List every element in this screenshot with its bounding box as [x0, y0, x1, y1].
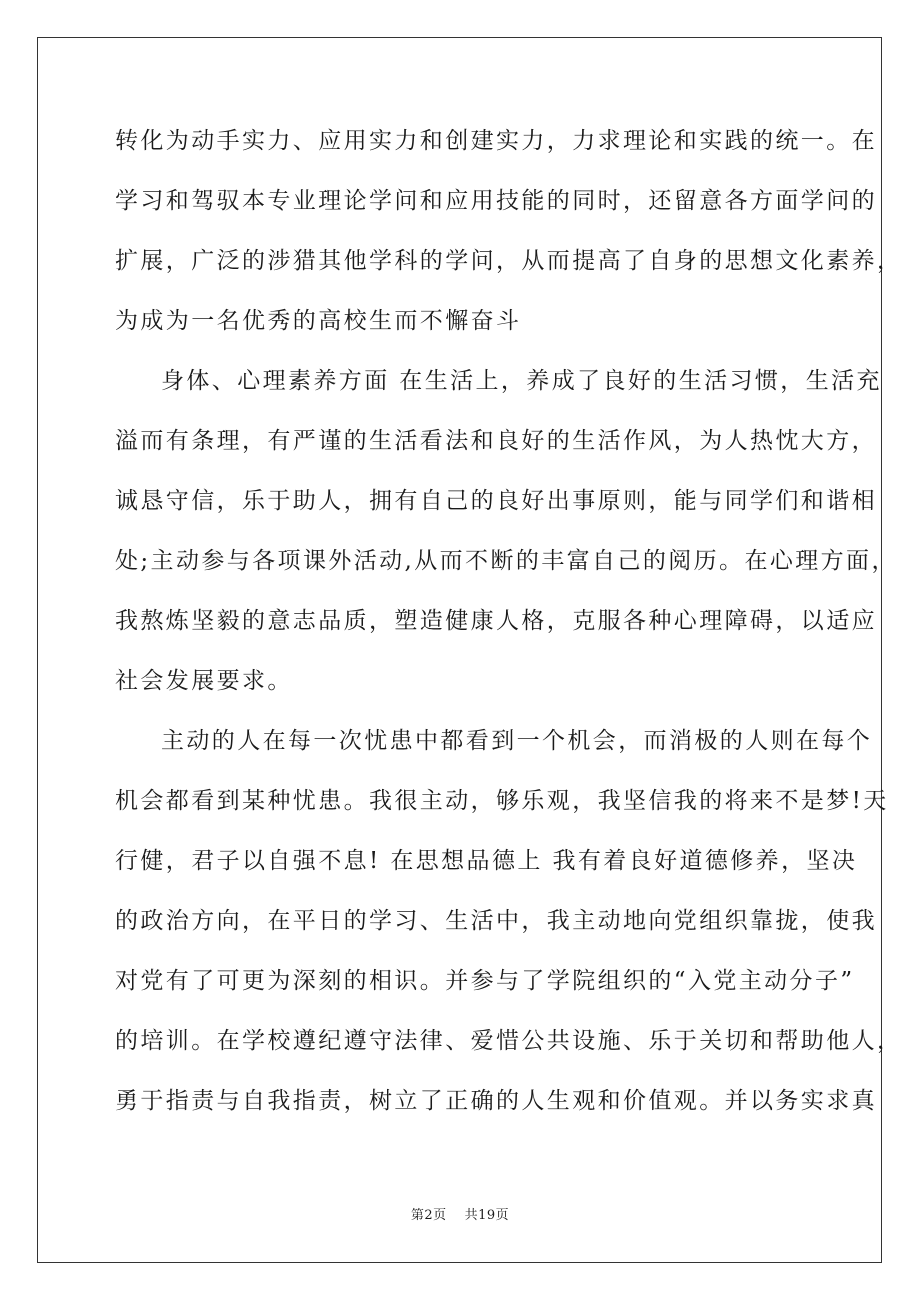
text-line: 的政治方向，在平日的学习、生活中，我主动地向党组织靠拢，使我 [115, 908, 877, 934]
text-line: 扩展，广泛的涉猎其他学科的学问，从而提高了自身的思想文化素养， [115, 248, 903, 274]
text-line: 诚恳守信，乐于助人，拥有自己的良好出事原则，能与同学们和谐相 [115, 488, 877, 514]
text-line: 我熬炼坚毅的意志品质，塑造健康人格，克服各种心理障碍，以适应 [115, 608, 877, 634]
text-line: 社会发展要求。 [115, 668, 293, 694]
text-line: 的培训。在学校遵纪遵守法律、爱惜公共设施、乐于关切和帮助他人， [115, 1028, 903, 1054]
paragraph-start-line: 身体、心理素养方面 在生活上，养成了良好的生活习惯，生活充 [161, 368, 882, 394]
text-line: 勇于指责与自我指责，树立了正确的人生观和价值观。并以务实求真 [115, 1088, 877, 1114]
page-number-total: 共19页 [464, 1208, 510, 1223]
text-line: 溢而有条理，有严谨的生活看法和良好的生活作风，为人热忱大方， [115, 428, 877, 454]
text-line: 机会都看到某种忧患。我很主动，够乐观，我坚信我的将来不是梦!天 [115, 788, 889, 814]
text-line: 学习和驾驭本专业理论学问和应用技能的同时，还留意各方面学问的 [115, 188, 877, 214]
page-number-current: 第2页 [410, 1208, 447, 1223]
paragraph-start-line: 主动的人在每一次忧患中都看到一个机会，而消极的人则在每个 [161, 728, 873, 754]
text-line: 对党有了可更为深刻的相识。并参与了学院组织的“入党主动分子” [115, 968, 855, 994]
text-line: 转化为动手实力、应用实力和创建实力，力求理论和实践的统一。在 [115, 128, 877, 154]
page-footer [0, 1206, 920, 1226]
document-body [115, 115, 903, 1135]
text-line: 为成为一名优秀的高校生而不懈奋斗 [115, 308, 522, 334]
text-line: 处;主动参与各项课外活动,从而不断的丰富自己的阅历。在心理方面， [115, 548, 897, 574]
text-line: 行健，君子以自强不息! 在思想品德上 我有着良好道德修养，坚决 [115, 848, 858, 874]
